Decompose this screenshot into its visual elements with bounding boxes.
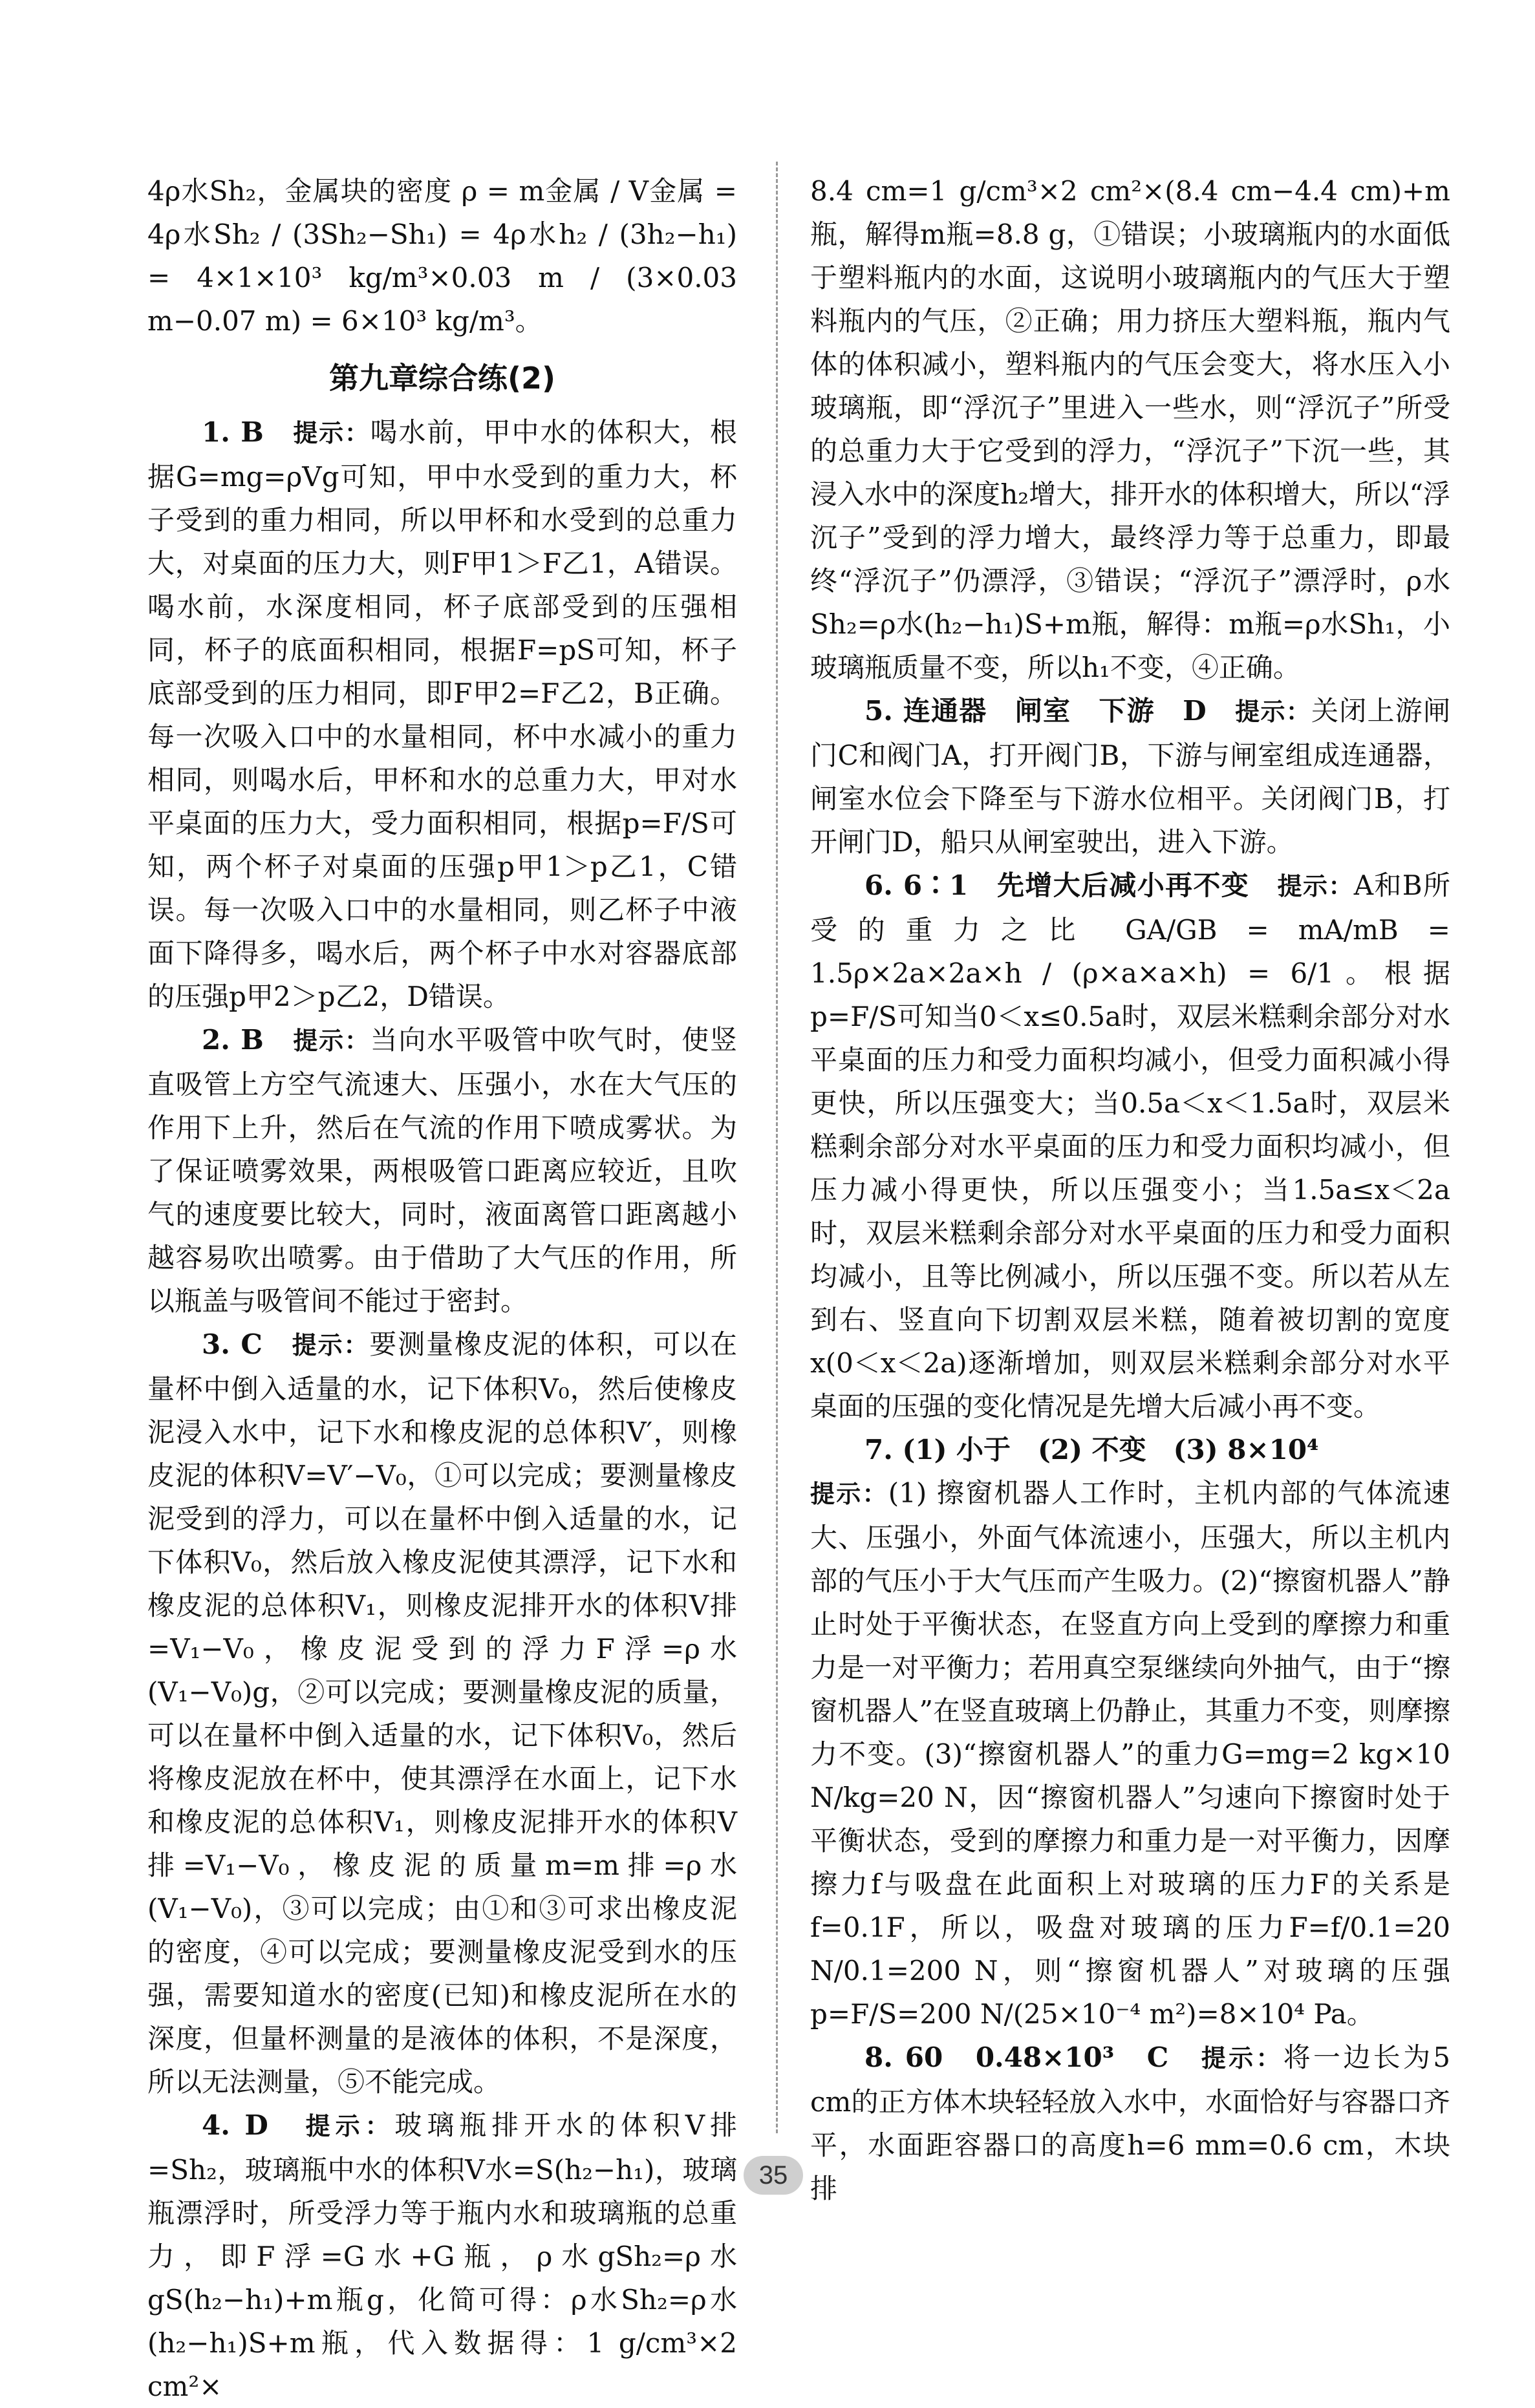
answer-item: [810, 689, 1450, 864]
hint-text: 关闭上游闸门C和阀门A，打开阀门B，下游与闸室组成连通器，闸室水位会下降至与下游水位相平。关闭阀门B，打开闸门D，船只从闸室驶出，进入下游。: [810, 695, 1450, 858]
hint-text: (1) 擦窗机器人工作时，主机内部的气体流速大、压强小，外面气体流速小，压强大，所以主机内部的气压小于大气压而产生吸力。(2)“擦窗机器人”静止时处于平衡状态，在竖直方向上受到的摩擦力和重力是一对平衡力；若用真空泵继续向外抽气，由于“擦窗机器人”在竖直玻璃上仍静止，其重力不变，则摩擦力不变。(3)“擦窗机器人”的重力G=mg=2 kg×10 N/kg=20 N，因“擦窗机器人”匀速向下擦窗时处于平衡状态，受到的摩擦力和重力是一对平衡力，因摩擦力f与吸盘在此面积上对玻璃的压力F的关系是f=0.1F，所以，吸盘对玻璃的压力F=f/0.1=20 N/0.1=200 N，则“擦窗机器人”对玻璃的压强p=F/S=200 N/(25×10⁻⁴ m²)=8×10⁴ Pa。: [810, 1477, 1450, 2030]
answer-label: 7. (1) 小于 (2) 不变 (3) 8×10⁴: [864, 1434, 1319, 1465]
answer-hint: [810, 1471, 1450, 2036]
left-column: [147, 169, 737, 2408]
answer-item: [147, 1323, 737, 2104]
hint-text: 玻璃瓶排开水的体积V排=Sh₂，玻璃瓶中水的体积V水=S(h₂−h₁)，玻璃瓶漂浮时，所受浮力等于瓶内水和玻璃瓶的总重力，即F浮=G水+G瓶，ρ水gSh₂=ρ水gS(h₂−h₁)+m瓶g，化简可得：ρ水Sh₂=ρ水(h₂−h₁)S+m瓶，代入数据得：1 g/cm³×2 cm²×: [147, 2109, 737, 2402]
hint-label: 提示：: [810, 1480, 888, 1508]
answer-label: 8. 60 0.48×10³ C: [864, 2041, 1169, 2073]
answer-label: 4. D: [202, 2109, 268, 2141]
hint-text: 要测量橡皮泥的体积，可以在量杯中倒入适量的水，记下体积V₀，然后使橡皮泥浸入水中，记下水和橡皮泥的总体积V′，则橡皮泥的体积V=V′−V₀，①可以完成；要测量橡皮泥受到的浮力，可以在量杯中倒入适量的水，记下体积V₀，然后放入橡皮泥使其漂浮，记下水和橡皮泥的总体积V₁，则橡皮泥排开水的体积V排=V₁−V₀，橡皮泥受到的浮力F浮=ρ水(V₁−V₀)g，②可以完成；要测量橡皮泥的质量，可以在量杯中倒入适量的水，记下体积V₀，然后将橡皮泥放在杯中，使其漂浮在水面上，记下水和橡皮泥的总体积V₁，则橡皮泥排开水的体积V排=V₁−V₀，橡皮泥的质量m=m排=ρ水(V₁−V₀)，③可以完成；由①和③可求出橡皮泥的密度，④可以完成；要测量橡皮泥受到水的压强，需要知道水的密度(已知)和橡皮泥所在水的深度，但量杯测量的是液体的体积，不是深度，所以无法测量，⑤不能完成。: [147, 1328, 737, 2098]
answer-label: 5. 连通器 闸室 下游 D: [864, 695, 1207, 727]
hint-label: 提示：: [293, 1027, 370, 1055]
hint-label: 提示：: [1277, 872, 1354, 900]
column-divider: [776, 162, 778, 2133]
hint-text: 将一边长为5 cm的正方体木块轻轻放入水中，水面恰好与容器口齐平，水面距容器口的高度h=6 mm=0.6 cm，木块排: [810, 2041, 1450, 2204]
answer-item: [810, 2036, 1450, 2210]
answer-item: [810, 864, 1450, 1428]
answer-item: [147, 410, 737, 1018]
hint-label: 提示：: [1235, 698, 1311, 726]
continued-text: 4ρ水Sh₂，金属块的密度 ρ = m金属 / V金属 = 4ρ水Sh₂ / (3Sh₂−Sh₁) = 4ρ水h₂ / (3h₂−h₁) = 4×1×10³ kg/m³×0.03 m / (3×0.03 m−0.07 m) = 6×10³ kg/m³。: [147, 175, 737, 337]
right-column: [810, 169, 1450, 2210]
answer-item: [810, 1428, 1450, 1471]
hint-text: A和B所受的重力之比 GA/GB = mA/mB = 1.5ρ×2a×2a×h / (ρ×a×a×h) = 6/1。根据p=F/S可知当0＜x≤0.5a时，双层米糕剩余部分对水平桌面的压力和受力面积均减小，但受力面积减小得更快，所以压强变大；当0.5a＜x＜1.5a时，双层米糕剩余部分对水平桌面的压力和受力面积均减小，但压力减小得更快，所以压强变小；当1.5a≤x＜2a时，双层米糕剩余部分对水平桌面的压力和受力面积均减小，且等比例减小，所以压强不变。所以若从左到右、竖直向下切割双层米糕，随着被切割的宽度x(0＜x＜2a)逐渐增加，则双层米糕剩余部分对水平桌面的压强的变化情况是先增大后减小再不变。: [810, 869, 1450, 1422]
hint-label: 提示：: [293, 419, 370, 447]
hint-label: 提示：: [292, 1331, 370, 1359]
hint-text: 喝水前，甲中水的体积大，根据G=mg=ρVg可知，甲中水受到的重力大，杯子受到的重力相同，所以甲杯和水受到的总重力大，对桌面的压力大，则F甲1＞F乙1，A错误。喝水前，水深度相同，杯子底部受到的压强相同，杯子的底面积相同，根据F=pS可知，杯子底部受到的压力相同，即F甲2=F乙2，B正确。每一次吸入口中的水量相同，杯中水减小的重力相同，则喝水后，甲杯和水的总重力大，甲对水平桌面的压力大，受力面积相同，根据p=F/S可知，两个杯子对桌面的压强p甲1＞p乙1，C错误。每一次吸入口中的水量相同，则乙杯子中液面下降得多，喝水后，两个杯子中水对容器底部的压强p甲2＞p乙2，D错误。: [147, 416, 737, 1012]
answer-item: [147, 1018, 737, 1323]
answer-item: [147, 2104, 737, 2408]
hint-label: 提示：: [305, 2112, 395, 2140]
continued-text: 8.4 cm=1 g/cm³×2 cm²×(8.4 cm−4.4 cm)+m瓶，解得m瓶=8.8 g，①错误；小玻璃瓶内的水面低于塑料瓶内的水面，这说明小玻璃瓶内的气压大于塑料瓶内的气压，②正确；用力挤压大塑料瓶，瓶内气体的体积减小，塑料瓶内的气压会变大，将水压入小玻璃瓶，即“浮沉子”里进入一些水，则“浮沉子”所受的总重力大于它受到的浮力，“浮沉子”下沉一些，其浸入水中的深度h₂增大，排开水的体积增大，所以“浮沉子”受到的浮力增大，最终浮力等于总重力，即最终“浮沉子”仍漂浮，③错误；“浮沉子”漂浮时，ρ水Sh₂=ρ水(h₂−h₁)S+m瓶，解得：m瓶=ρ水Sh₁，小玻璃瓶质量不变，所以h₁不变，④正确。: [810, 175, 1450, 683]
answer-label: 1. B: [202, 416, 264, 448]
answer-label: 6. 6∶1 先增大后减小再不变: [864, 869, 1250, 901]
page-number: 35: [744, 2156, 803, 2195]
hint-text: 当向水平吸管中吹气时，使竖直吸管上方空气流速大、压强小，水在大气压的作用下上升，然后在气流的作用下喷成雾状。为了保证喷雾效果，两根吸管口距离应较近，且吹气的速度要比较大，同时，液面离管口距离越小越容易吹出喷雾。由于借助了大气压的作用，所以瓶盖与吸管间不能过于密封。: [147, 1024, 737, 1317]
hint-label: 提示：: [1201, 2044, 1283, 2072]
section-title: 第九章综合练(2): [328, 361, 556, 396]
answer-label: 3. C: [202, 1328, 263, 1360]
answer-label: 2. B: [202, 1024, 264, 1056]
